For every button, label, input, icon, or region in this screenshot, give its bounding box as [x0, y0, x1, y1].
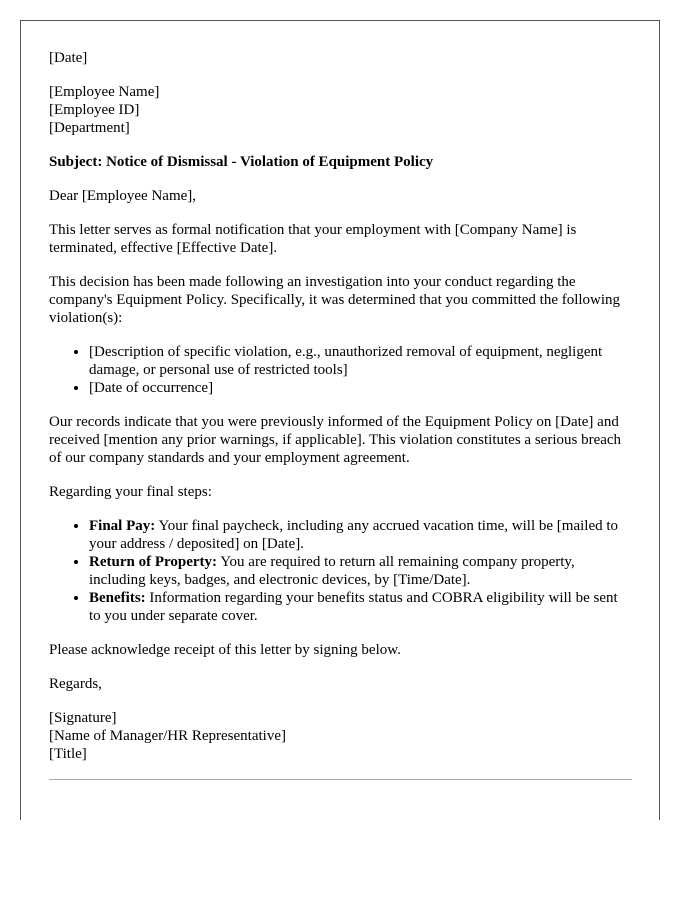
signature-block [49, 709, 631, 763]
dismissal-letter [49, 49, 631, 780]
acknowledgement-paragraph: Please acknowledge receipt of this letter by signing below. [49, 642, 401, 658]
letter-page [20, 20, 660, 820]
list-item [89, 517, 631, 553]
final-steps-intro: Regarding your final steps: [49, 484, 212, 500]
signer-title: [Title] [49, 746, 87, 762]
salutation: Dear [Employee Name], [49, 188, 197, 204]
footer-divider [49, 779, 632, 780]
final-steps-list [49, 517, 631, 625]
investigation-paragraph: This decision has been made following an investigation into your conduct regarding the company's Equipment Policy. Specifically, it was determined that you committed the following violation(s): [49, 274, 621, 326]
list-item [89, 589, 631, 625]
violations-list [49, 343, 631, 397]
date-line [49, 49, 631, 67]
recipient-block [49, 83, 631, 137]
recipient-name: [Employee Name] [49, 84, 160, 100]
final-pay-label: Final Pay: [89, 518, 156, 534]
closing: Regards, [49, 676, 102, 692]
signature-line: [Signature] [49, 710, 117, 726]
return-property-text: You are required to return all remaining company property, including keys, badges, and electronic devices, by [Time/Date]. [89, 554, 575, 588]
recipient-id: [Employee ID] [49, 102, 140, 118]
letter-date: [Date] [49, 50, 88, 66]
benefits-label: Benefits: [89, 590, 146, 606]
list-item [89, 553, 631, 589]
prior-warnings-paragraph: Our records indicate that you were previously informed of the Equipment Policy on [Date] and received [mention any prior warnings, if applicable]. This violation constitutes a serious breach of our company standards and your employment agreement. [49, 414, 622, 466]
return-property-label: Return of Property: [89, 554, 218, 570]
list-item: • [Date of occurrence] [89, 379, 631, 397]
signer-name: [Name of Manager/HR Representative] [49, 728, 286, 744]
recipient-department: [Department] [49, 120, 130, 136]
final-pay-text: Your final paycheck, including any accrued vacation time, will be [mailed to your address / deposited] on [Date]. [89, 518, 619, 552]
subject-line: Subject: Notice of Dismissal - Violation of Equipment Policy [49, 154, 434, 170]
benefits-text: Information regarding your benefits status and COBRA eligibility will be sent to you under separate cover. [89, 590, 618, 624]
list-item: • [Description of specific violation, e.g., unauthorized removal of equipment, negligent damage, or personal use of restricted tools] [89, 343, 631, 379]
termination-paragraph: This letter serves as formal notification that your employment with [Company Name] is terminated, effective [Effective Date]. [49, 222, 577, 256]
